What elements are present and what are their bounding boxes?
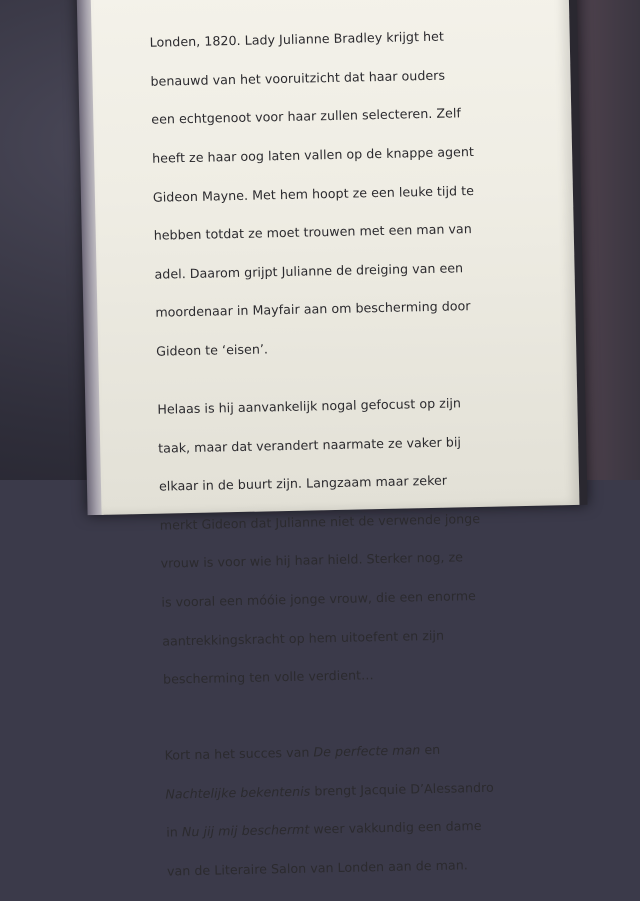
- blurb-line: Londen, 1820. Lady Julianne Bradley krijgt het: [149, 28, 445, 51]
- blurb-line: benauwd van het vooruitzicht dat haar ouders: [150, 67, 446, 89]
- blurb-line: [164, 737, 564, 765]
- blurb-text-run: Kort na het succes van: [164, 744, 314, 763]
- book-title-de-perfecte-man: De perfecte man: [313, 742, 421, 760]
- blurb-line: hebben totdat ze moet trouwen met een man van: [153, 221, 472, 243]
- blurb-text-run: brengt Jacquie D’Alessandro: [310, 779, 494, 799]
- blurb-text-run: en: [420, 741, 441, 758]
- blurb-line: adel. Daarom grijpt Julianne de dreiging van een: [154, 260, 464, 282]
- blurb-text-run: in: [166, 824, 183, 840]
- blurb-line: Helaas is hij aanvankelijk nogal gefocust op zijn: [157, 395, 462, 417]
- blurb-line: bescherming ten volle verdient…: [162, 667, 374, 687]
- book-back-cover: [77, 0, 588, 879]
- blurb-paragraph-2: [157, 372, 564, 708]
- blurb-text-run: weer vakkundig een dame: [309, 818, 482, 837]
- blurb-line: merkt Gideon dat Julianne niet de verwende jonge: [159, 510, 481, 533]
- blurb-line: [166, 814, 566, 842]
- blurb-line: taak, maar dat verandert naarmate ze vaker bij: [158, 433, 462, 456]
- cover-paper: [91, 0, 580, 879]
- blurb-line: van de Literaire Salon van Londen aan de man.: [166, 857, 468, 879]
- book-title-nachtelijke-bekentenis: Nachtelijke bekentenis: [165, 783, 311, 802]
- blurb-line: moordenaar in Mayfair aan om bescherming door: [155, 298, 471, 321]
- blurb-line: vrouw is voor wie hij haar hield. Sterker nog, ze: [160, 549, 464, 571]
- blurb-paragraph-3: [164, 718, 568, 900]
- blurb-line: een echtgenoot voor haar zullen selecteren. Zelf: [151, 105, 462, 128]
- blurb-line: [165, 776, 565, 804]
- blurb-line: heeft ze haar oog laten vallen op de knappe agent: [151, 144, 475, 166]
- blurb-text: [149, 5, 567, 900]
- blurb-line: is vooral een móóie jonge vrouw, die een enorme: [161, 587, 477, 610]
- blurb-paragraph-1: [149, 5, 557, 380]
- blurb-line: aantrekkingskracht op hem uitoefent en zijn: [162, 627, 445, 649]
- blurb-line: Gideon Mayne. Met hem hoopt ze een leuke tijd te: [152, 182, 475, 205]
- book-title-nu-jij-mij-beschermt: Nu jij mij beschermt: [181, 821, 310, 840]
- blurb-line: elkaar in de buurt zijn. Langzaam maar zeker: [158, 472, 448, 494]
- blurb-line: Gideon te ‘eisen’.: [156, 341, 269, 359]
